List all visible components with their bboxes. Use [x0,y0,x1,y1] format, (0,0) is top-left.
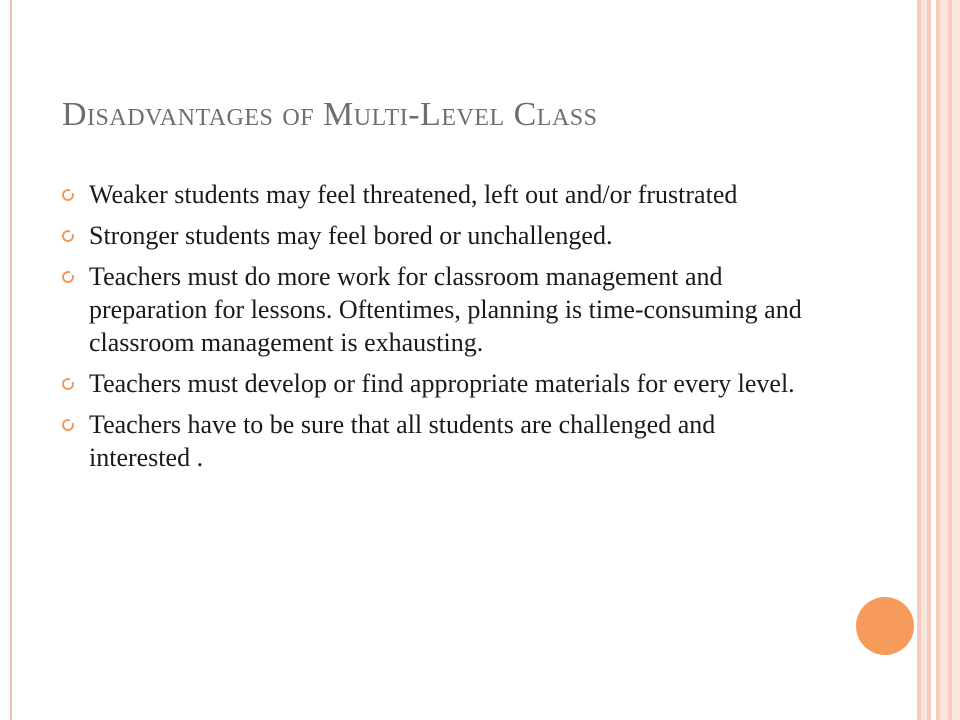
slide-title: Disadvantages of Multi-Level Class [62,96,598,133]
orange-circle-icon [856,597,914,655]
bullet-text: Stronger students may feel bored or unchallenged. [89,221,613,250]
bullet-text: Weaker students may feel threatened, left out and/or frustrated [89,180,738,209]
ring-bullet-icon [62,419,74,431]
bullet-text: Teachers must develop or find appropriate materials for every level. [89,369,795,398]
ring-bullet-icon [62,230,74,242]
bullet-item [62,219,802,252]
bullet-item [62,178,802,211]
ring-bullet-icon [62,189,74,201]
right-border-stripe [940,0,948,720]
bullet-list [62,178,802,482]
bullet-item [62,367,802,400]
right-border-stripe [952,0,960,720]
left-frame-line [10,0,12,720]
bullet-item [62,260,802,359]
bullet-item [62,408,802,474]
ring-bullet-icon [62,378,74,390]
ring-bullet-icon [62,271,74,283]
bullet-text: Teachers have to be sure that all students are challenged and interested . [89,410,716,472]
bullet-text: Teachers must do more work for classroom management and preparation for lessons. Oftentimes, planning is time-consuming and classroom management is exhausting. [89,262,802,357]
